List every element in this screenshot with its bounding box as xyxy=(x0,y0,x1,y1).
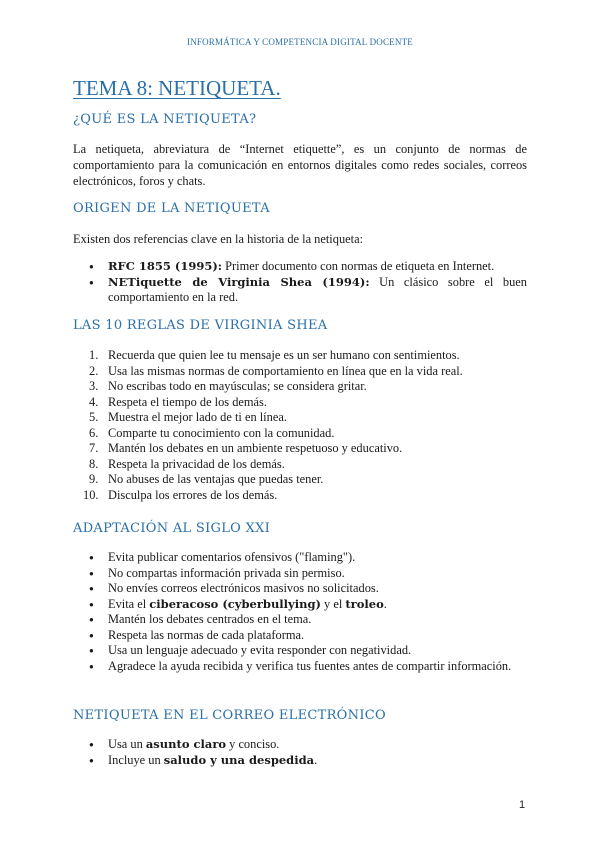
list-item: 6. Comparte tu conocimiento con la comunidad. xyxy=(89,425,335,440)
list-item: 2. Usa las mismas normas de comportamiento en línea que en la vida real. xyxy=(89,363,463,378)
list-item: ● No envíes correos electrónicos masivos no solicitados. xyxy=(73,581,527,597)
rules-list xyxy=(73,348,527,503)
email-list xyxy=(73,737,527,768)
list-item: ● No compartas información privada sin permiso. xyxy=(73,566,527,582)
list-item: 8. Respeta la privacidad de los demás. xyxy=(89,456,285,471)
heading-origin: ORIGEN DE LA NETIQUETA xyxy=(73,201,270,216)
list-item: 7. Mantén los debates en un ambiente respetuoso y educativo. xyxy=(89,441,403,455)
list-item: 9. No abuses de las ventajas que puedas tener. xyxy=(89,472,324,486)
heading-email-netiquette: NETIQUETA EN EL CORREO ELECTRÓNICO xyxy=(73,708,386,723)
list-item: ● Usa un lenguaje adecuado y evita responder con negatividad. xyxy=(73,643,527,659)
list-item: ● NETiquette de Virginia Shea (1994): Un clásico sobre el buen comportamiento en la red. xyxy=(73,275,527,306)
heading-what-is-netiquette: ¿QUÉ ES LA NETIQUETA? xyxy=(73,112,257,127)
heading-ten-rules: LAS 10 REGLAS DE VIRGINIA SHEA xyxy=(73,318,328,333)
list-item: 1. Recuerda que quien lee tu mensaje es un ser humano con sentimientos. xyxy=(89,348,460,362)
list-item: 10. Disculpa los errores de los demás. xyxy=(83,487,278,502)
running-header: INFORMÁTICA Y COMPETENCIA DIGITAL DOCENTE xyxy=(187,37,413,47)
page-title: TEMA 8: NETIQUETA. xyxy=(73,76,281,100)
list-item: 4. Respeta el tiempo de los demás. xyxy=(89,394,267,409)
heading-adaptation: ADAPTACIÓN AL SIGLO XXI xyxy=(73,521,271,536)
list-item: 3. No escribas todo en mayúsculas; se considera gritar. xyxy=(89,379,367,393)
list-item: 5. Muestra el mejor lado de ti en línea. xyxy=(89,410,287,424)
list-item: ● Usa un asunto claro y conciso. xyxy=(73,737,527,753)
list-item: ● Evita el ciberacoso (cyberbullying) y el troleo. xyxy=(73,597,527,613)
list-item: ● Respeta las normas de cada plataforma. xyxy=(73,628,527,644)
list-item: ● Mantén los debates centrados en el tema. xyxy=(73,612,527,628)
paragraph-definition: La netiqueta, abreviatura de “Internet etiquette”, es un conjunto de normas de comportamiento para la comunicación en entornos digitales como redes sociales, correos electrónicos, foros y chats. xyxy=(73,142,527,188)
list-item: ● Agradece la ayuda recibida y verifica tus fuentes antes de compartir información. xyxy=(73,659,527,675)
page-number: 1 xyxy=(519,799,526,811)
origin-list xyxy=(73,259,527,306)
list-item: ● RFC 1855 (1995): Primer documento con normas de etiqueta en Internet. xyxy=(73,259,527,275)
list-item: ● Incluye un saludo y una despedida. xyxy=(73,753,527,769)
list-item: ● Evita publicar comentarios ofensivos ("flaming"). xyxy=(73,550,527,566)
adaptation-list xyxy=(73,550,527,674)
paragraph-origin-intro: Existen dos referencias clave en la historia de la netiqueta: xyxy=(73,232,364,246)
